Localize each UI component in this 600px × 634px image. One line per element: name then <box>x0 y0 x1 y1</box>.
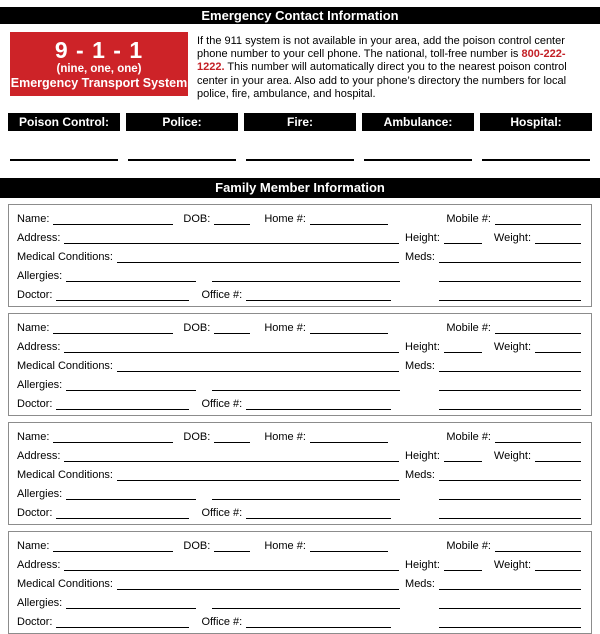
doctor-fill-line <box>56 409 189 410</box>
family-member-block <box>8 313 592 416</box>
meds-extra-fill-line-1 <box>439 499 581 500</box>
office-phone-fill-line <box>246 627 391 628</box>
poison-control-label-box: Poison Control: <box>8 113 120 131</box>
member-row-allergies <box>17 483 581 502</box>
hospital-label-box: Hospital: <box>480 113 592 131</box>
meds-fill-line <box>439 371 581 372</box>
ambulance-label-box: Ambulance: <box>362 113 474 131</box>
hospital-fill-line <box>482 159 590 161</box>
dob-label: DOB: <box>183 213 211 226</box>
emergency-contact-title: Emergency Contact Information <box>201 8 399 23</box>
address-label: Address: <box>17 341 61 354</box>
fire-fill-line <box>246 159 354 161</box>
dob-label: DOB: <box>183 431 211 444</box>
meds-extra-fill-line-2 <box>439 518 581 519</box>
address-label: Address: <box>17 232 61 245</box>
allergies-label: Allergies: <box>17 597 63 610</box>
address-fill-line <box>64 570 399 571</box>
name-label: Name: <box>17 431 50 444</box>
poison-control-phone-number: 800-222-1222. <box>197 48 566 74</box>
medical-conditions-fill-line <box>117 371 399 372</box>
emergency-contacts-label-row <box>8 113 592 131</box>
allergies-fill-line <box>66 608 196 609</box>
ambulance-fill-line <box>364 159 472 161</box>
weight-label: Weight: <box>493 341 531 354</box>
allergies-label: Allergies: <box>17 488 63 501</box>
member-row-medical <box>17 246 581 265</box>
address-label: Address: <box>17 559 61 572</box>
member-row-doctor <box>17 284 581 303</box>
member-row-name <box>17 208 581 227</box>
home-phone-fill-line <box>310 333 388 334</box>
emergency-contacts-fill-line-row <box>10 159 590 161</box>
allergies-extra-fill-line <box>212 608 400 609</box>
911-number: 9 - 1 - 1 <box>54 36 144 63</box>
address-fill-line <box>64 243 399 244</box>
dob-label: DOB: <box>183 322 211 335</box>
allergies-fill-line <box>66 499 196 500</box>
allergies-label: Allergies: <box>17 270 63 283</box>
meds-extra-fill-line-1 <box>439 390 581 391</box>
meds-fill-line <box>439 589 581 590</box>
dob-fill-line <box>214 224 250 225</box>
medical-conditions-fill-line <box>117 480 399 481</box>
mobile-phone-fill-line <box>495 551 581 552</box>
height-fill-line <box>444 243 482 244</box>
name-label: Name: <box>17 540 50 553</box>
medical-conditions-fill-line <box>117 262 399 263</box>
height-label: Height: <box>405 450 440 463</box>
member-row-medical <box>17 573 581 592</box>
meds-fill-line <box>439 480 581 481</box>
member-row-allergies <box>17 265 581 284</box>
911-info-section <box>10 32 590 101</box>
name-label: Name: <box>17 322 50 335</box>
member-row-address <box>17 445 581 464</box>
meds-extra-fill-line-1 <box>439 608 581 609</box>
member-row-doctor <box>17 611 581 630</box>
address-fill-line <box>64 352 399 353</box>
family-member-header-bar <box>0 178 600 198</box>
allergies-label: Allergies: <box>17 379 63 392</box>
home-phone-label: Home #: <box>264 540 306 553</box>
family-member-block <box>8 204 592 307</box>
poison-control-fill-line <box>10 159 118 161</box>
allergies-fill-line <box>66 281 196 282</box>
meds-extra-fill-line-2 <box>439 300 581 301</box>
member-row-doctor <box>17 502 581 521</box>
doctor-label: Doctor: <box>17 398 53 411</box>
name-fill-line <box>53 224 173 225</box>
member-row-allergies <box>17 374 581 393</box>
address-fill-line <box>64 461 399 462</box>
dob-fill-line <box>214 442 250 443</box>
office-phone-fill-line <box>246 518 391 519</box>
height-label: Height: <box>405 559 440 572</box>
member-row-address <box>17 336 581 355</box>
allergies-extra-fill-line <box>212 390 400 391</box>
name-fill-line <box>53 551 173 552</box>
emergency-contact-form-page <box>0 7 600 630</box>
911-transport-label: Emergency Transport System <box>10 75 188 90</box>
weight-fill-line <box>535 243 581 244</box>
mobile-phone-label: Mobile #: <box>446 431 491 444</box>
office-phone-label: Office #: <box>201 507 243 520</box>
member-row-medical <box>17 464 581 483</box>
member-row-name <box>17 535 581 554</box>
meds-label: Meds: <box>405 360 435 373</box>
medical-conditions-fill-line <box>117 589 399 590</box>
weight-fill-line <box>535 352 581 353</box>
member-row-name <box>17 317 581 336</box>
height-fill-line <box>444 461 482 462</box>
home-phone-label: Home #: <box>264 213 306 226</box>
name-fill-line <box>53 333 173 334</box>
doctor-label: Doctor: <box>17 616 53 629</box>
height-fill-line <box>444 352 482 353</box>
home-phone-fill-line <box>310 551 388 552</box>
home-phone-fill-line <box>310 442 388 443</box>
weight-label: Weight: <box>493 450 531 463</box>
police-fill-line <box>128 159 236 161</box>
family-member-list <box>8 204 592 634</box>
medical-conditions-label: Medical Conditions: <box>17 578 113 591</box>
doctor-fill-line <box>56 300 189 301</box>
medical-conditions-label: Medical Conditions: <box>17 251 113 264</box>
meds-extra-fill-line-1 <box>439 281 581 282</box>
medical-conditions-label: Medical Conditions: <box>17 469 113 482</box>
member-row-name <box>17 426 581 445</box>
dob-label: DOB: <box>183 540 211 553</box>
meds-extra-fill-line-2 <box>439 409 581 410</box>
office-phone-fill-line <box>246 409 391 410</box>
weight-label: Weight: <box>493 559 531 572</box>
mobile-phone-label: Mobile #: <box>446 322 491 335</box>
doctor-fill-line <box>56 627 189 628</box>
mobile-phone-label: Mobile #: <box>446 213 491 226</box>
office-phone-label: Office #: <box>201 616 243 629</box>
member-row-doctor <box>17 393 581 412</box>
name-fill-line <box>53 442 173 443</box>
mobile-phone-fill-line <box>495 333 581 334</box>
member-row-allergies <box>17 592 581 611</box>
instructions-text-after: This number will automatically direct you to the nearest poison control center in your area. Also add to your phone’s directory the numbers for local police, fire, ambulance, and hospital. <box>197 61 567 100</box>
emergency-contact-header-bar <box>0 7 600 24</box>
home-phone-label: Home #: <box>264 322 306 335</box>
mobile-phone-fill-line <box>495 442 581 443</box>
911-red-box <box>10 32 188 96</box>
height-label: Height: <box>405 341 440 354</box>
doctor-label: Doctor: <box>17 507 53 520</box>
meds-label: Meds: <box>405 251 435 264</box>
office-phone-fill-line <box>246 300 391 301</box>
doctor-fill-line <box>56 518 189 519</box>
police-label-box: Police: <box>126 113 238 131</box>
mobile-phone-label: Mobile #: <box>446 540 491 553</box>
allergies-extra-fill-line <box>212 499 400 500</box>
meds-label: Meds: <box>405 469 435 482</box>
medical-conditions-label: Medical Conditions: <box>17 360 113 373</box>
member-row-address <box>17 554 581 573</box>
meds-extra-fill-line-2 <box>439 627 581 628</box>
doctor-label: Doctor: <box>17 289 53 302</box>
weight-label: Weight: <box>493 232 531 245</box>
family-member-block <box>8 531 592 634</box>
office-phone-label: Office #: <box>201 289 243 302</box>
home-phone-label: Home #: <box>264 431 306 444</box>
dob-fill-line <box>214 551 250 552</box>
instructions-text-before: If the 911 system is not available in your area, add the poison control center phone number to your cell phone. The national, toll-free number is <box>197 35 565 61</box>
address-label: Address: <box>17 450 61 463</box>
height-fill-line <box>444 570 482 571</box>
weight-fill-line <box>535 461 581 462</box>
member-row-medical <box>17 355 581 374</box>
name-label: Name: <box>17 213 50 226</box>
family-member-title: Family Member Information <box>215 180 385 196</box>
family-member-block <box>8 422 592 525</box>
mobile-phone-fill-line <box>495 224 581 225</box>
meds-label: Meds: <box>405 578 435 591</box>
911-phonetic: (nine, one, one) <box>56 62 142 75</box>
height-label: Height: <box>405 232 440 245</box>
dob-fill-line <box>214 333 250 334</box>
allergies-fill-line <box>66 390 196 391</box>
meds-fill-line <box>439 262 581 263</box>
home-phone-fill-line <box>310 224 388 225</box>
office-phone-label: Office #: <box>201 398 243 411</box>
member-row-address <box>17 227 581 246</box>
allergies-extra-fill-line <box>212 281 400 282</box>
weight-fill-line <box>535 570 581 571</box>
fire-label-box: Fire: <box>244 113 356 131</box>
poison-control-instructions <box>197 32 590 101</box>
